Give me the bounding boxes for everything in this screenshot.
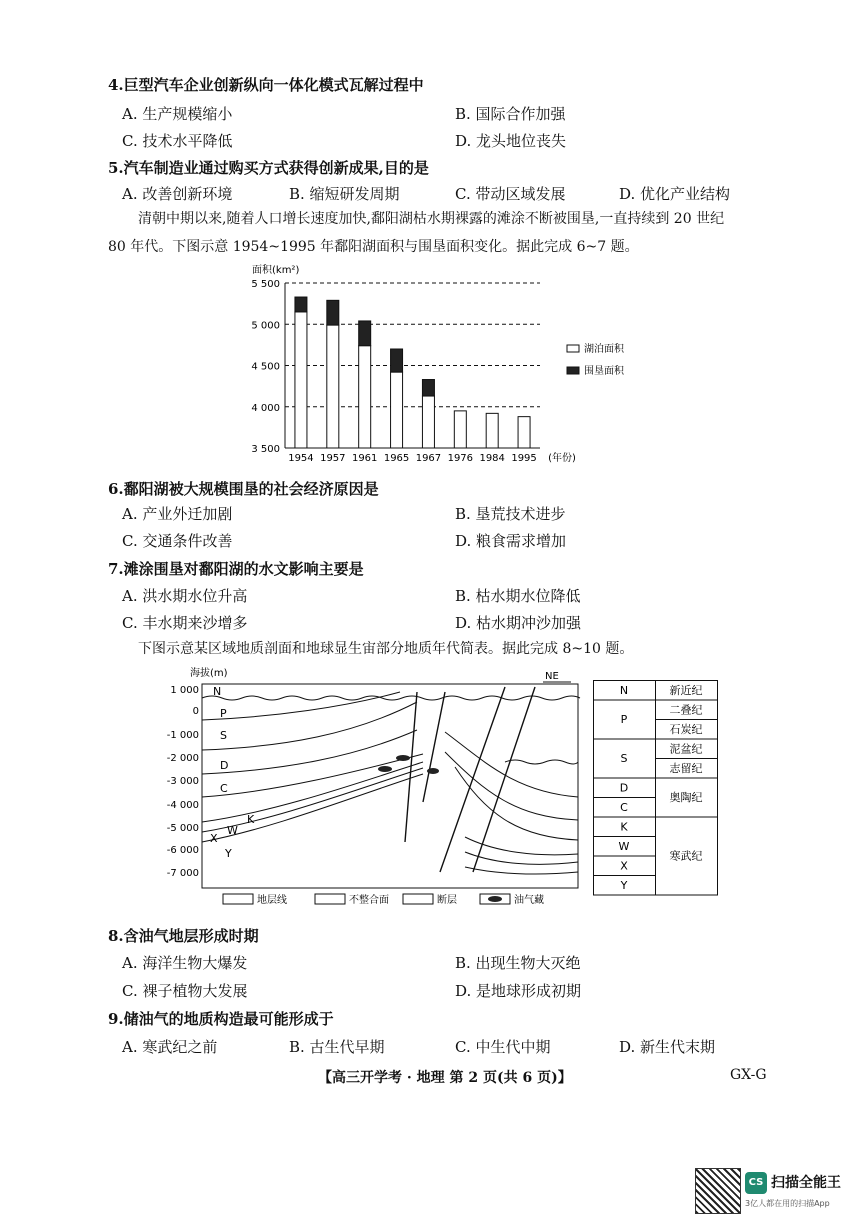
chart-x-axis-label: (年份) xyxy=(548,453,576,464)
chart-x-tick-label: 1961 xyxy=(351,453,378,464)
time-table-code: D xyxy=(619,781,629,795)
geologic-time-table xyxy=(593,680,718,898)
time-table-code: K xyxy=(620,820,628,834)
q8-option-a: A. 海洋生物大爆发 xyxy=(122,954,248,972)
question-9: 9.储油气的地质构造最可能形成于 xyxy=(108,1010,334,1028)
chart-y-axis-label: 面积(km²) xyxy=(252,265,300,276)
section-tick: 1 000 xyxy=(170,685,199,696)
q6-option-c: C. 交通条件改善 xyxy=(122,532,233,550)
bar-lake-area-1957 xyxy=(327,325,339,448)
legend-label: 不整合面 xyxy=(349,895,389,906)
question-7-options-2 xyxy=(122,612,802,634)
q8-option-c: C. 裸子植物大发展 xyxy=(122,982,248,1000)
question-4: 4.巨型汽车企业创新纵向一体化模式瓦解过程中 xyxy=(108,76,424,94)
legend-icon-stratum xyxy=(223,894,253,904)
chart-x-tick-label: 1967 xyxy=(415,453,442,464)
time-table-period: 志留纪 xyxy=(669,761,703,775)
intro-paragraph-2: 下图示意某区域地质剖面和地球显生宙部分地质年代简表。据此完成 8~10 题。 xyxy=(138,641,634,657)
time-table-code: P xyxy=(620,713,628,726)
chart-x-tick-label: 1954 xyxy=(288,453,314,464)
q7-option-a: A. 洪水期水位升高 xyxy=(122,587,248,605)
legend-swatch-lake xyxy=(567,345,579,352)
chart-y-tick-label: 4 000 xyxy=(251,402,280,414)
chart-y-tick-label: 5 000 xyxy=(251,320,280,332)
oil-gas-reservoir xyxy=(378,766,392,772)
layer-label: P xyxy=(220,707,227,720)
chart-y-tick-label: 3 500 xyxy=(251,444,280,455)
q7-option-d: D. 枯水期冲沙加强 xyxy=(455,614,582,632)
legend-swatch-reclaim xyxy=(567,367,579,374)
section-tick: 0 xyxy=(192,706,199,717)
question-7-options xyxy=(122,585,802,607)
time-table-period: 二叠纪 xyxy=(669,703,703,717)
legend-icon-unconformity xyxy=(315,894,345,904)
q4-option-b: B. 国际合作加强 xyxy=(455,105,566,123)
legend-icon-fault xyxy=(403,894,433,904)
geologic-cross-section xyxy=(155,662,595,906)
layer-label: Y xyxy=(225,847,232,860)
question-6-options xyxy=(122,503,802,525)
q6-option-a: A. 产业外迁加剧 xyxy=(122,505,233,523)
q9-option-d: D. 新生代末期 xyxy=(619,1038,716,1056)
q6-option-d: D. 粮食需求增加 xyxy=(455,532,567,550)
time-table-period: 奥陶纪 xyxy=(669,791,703,804)
bar-lake-area-1961 xyxy=(359,346,371,448)
q7-option-c: C. 丰水期来沙增多 xyxy=(122,614,248,632)
bar-lake-area-1965 xyxy=(391,372,403,448)
layer-label: W xyxy=(227,824,238,837)
legend-label-lake: 湖泊面积 xyxy=(584,344,624,355)
scanner-watermark xyxy=(695,1168,855,1218)
q8-option-b: B. 出现生物大灭绝 xyxy=(455,954,581,972)
layer-label: C xyxy=(220,782,228,795)
scanner-app-name: 扫描全能王 xyxy=(771,1175,841,1191)
q7-option-b: B. 枯水期水位降低 xyxy=(455,587,581,605)
question-6: 6.鄱阳湖被大规模围垦的社会经济原因是 xyxy=(108,480,379,498)
camscanner-logo: CS xyxy=(745,1172,767,1194)
q4-option-d: D. 龙头地位丧失 xyxy=(455,132,567,150)
time-table-period: 新近纪 xyxy=(669,683,703,697)
oil-gas-reservoir xyxy=(427,768,439,774)
time-table-code: S xyxy=(620,752,628,765)
oil-gas-icon xyxy=(488,896,502,902)
bar-lake-area-1976 xyxy=(454,411,466,448)
time-table-period: 泥盆纪 xyxy=(669,742,703,756)
q9-option-b: B. 古生代早期 xyxy=(289,1038,385,1056)
chart-y-tick-label: 4 500 xyxy=(251,361,280,373)
bar-lake-area-1967 xyxy=(422,396,434,448)
legend-label: 断层 xyxy=(437,895,457,906)
bar-lake-area-1954 xyxy=(295,312,307,448)
question-9-options xyxy=(122,1036,802,1058)
intro-1-line-2: 80 年代。下图示意 1954~1995 年鄱阳湖面积与围垦面积变化。据此完成 6~7 题。 xyxy=(108,239,639,255)
bar-reclaimed-area-1961 xyxy=(359,321,371,346)
chart-x-tick-label: 1995 xyxy=(511,453,537,464)
legend-label: 地层线 xyxy=(257,895,287,906)
q5-option-a: A. 改善创新环境 xyxy=(122,185,233,203)
chart-legend xyxy=(567,342,625,377)
section-legend xyxy=(223,893,544,906)
q5-option-c: C. 带动区域发展 xyxy=(455,185,566,203)
time-table-code: X xyxy=(620,859,628,873)
q9-option-a: A. 寒武纪之前 xyxy=(122,1038,218,1056)
time-table-period: 寒武纪 xyxy=(669,849,703,863)
question-8: 8.含油气地层形成时期 xyxy=(108,927,259,945)
chart-x-tick-label: 1965 xyxy=(383,453,410,464)
bar-lake-area-1995 xyxy=(518,417,530,448)
question-8-options xyxy=(122,952,802,974)
section-y-ticks xyxy=(167,685,199,879)
question-4-options-2 xyxy=(122,130,802,152)
intro-paragraph-1 xyxy=(108,205,788,261)
q5-option-d: D. 优化产业结构 xyxy=(619,185,731,203)
section-tick: -3 000 xyxy=(166,776,199,787)
section-y-axis-label: 海拔(m) xyxy=(190,668,228,679)
section-tick: -2 000 xyxy=(166,753,199,764)
footer-code: GX-G xyxy=(730,1067,767,1083)
chart-x-tick-label: 1976 xyxy=(447,453,474,464)
question-5: 5.汽车制造业通过购买方式获得创新成果,目的是 xyxy=(108,159,429,177)
layer-label: S xyxy=(220,729,227,742)
q4-option-a: A. 生产规模缩小 xyxy=(122,105,233,123)
scanner-slogan: 3亿人都在用的扫描App xyxy=(745,1199,830,1208)
layer-label: X xyxy=(210,832,218,845)
section-tick: -6 000 xyxy=(166,845,199,856)
bar-lake-area-1984 xyxy=(486,413,498,448)
question-7: 7.滩涂围垦对鄱阳湖的水文影响主要是 xyxy=(108,560,364,578)
oil-gas-reservoir xyxy=(396,755,410,761)
legend-label: 油气藏 xyxy=(514,895,544,906)
time-table-code: N xyxy=(619,683,629,697)
q8-option-d: D. 是地球形成初期 xyxy=(455,982,582,1000)
chart-x-tick-label: 1957 xyxy=(320,453,346,464)
q6-option-b: B. 垦荒技术进步 xyxy=(455,505,566,523)
layer-label: K xyxy=(247,813,255,826)
intro-1-line-1: 清朝中期以来,随着人口增长速度加快,鄱阳湖枯水期裸露的滩涂不断被围垦,一直持续到 20 世纪 xyxy=(138,211,725,227)
direction-label: NE xyxy=(545,671,559,682)
section-tick: -5 000 xyxy=(166,823,199,834)
time-table-period: 石炭纪 xyxy=(669,722,703,736)
section-tick: -7 000 xyxy=(166,868,199,879)
qr-code-icon xyxy=(695,1168,741,1214)
chart-y-tick-label: 5 500 xyxy=(251,279,280,290)
bar-reclaimed-area-1967 xyxy=(422,380,434,397)
time-table-code: W xyxy=(618,839,630,853)
question-6-options-2 xyxy=(122,530,802,552)
question-5-options xyxy=(122,183,802,205)
section-tick: -4 000 xyxy=(166,800,199,811)
layer-label: D xyxy=(220,759,229,772)
footer-title: 【高三开学考 · 地理 第 2 页(共 6 页)】 xyxy=(318,1070,572,1086)
q4-option-c: C. 技术水平降低 xyxy=(122,132,233,150)
question-8-options-2 xyxy=(122,980,802,1002)
bar-reclaimed-area-1965 xyxy=(391,349,403,372)
time-table-code: C xyxy=(620,800,628,814)
chart-x-tick-label: 1984 xyxy=(479,453,505,464)
bar-reclaimed-area-1957 xyxy=(327,300,339,325)
legend-label-reclaim: 围垦面积 xyxy=(584,366,624,377)
q5-option-b: B. 缩短研发周期 xyxy=(289,185,400,203)
question-4-options xyxy=(122,103,802,125)
q9-option-c: C. 中生代中期 xyxy=(455,1038,551,1056)
time-table-code: Y xyxy=(620,878,628,892)
section-tick: -1 000 xyxy=(166,730,199,741)
lake-area-chart xyxy=(230,255,624,467)
bar-reclaimed-area-1954 xyxy=(295,297,307,312)
layer-label: N xyxy=(213,685,222,698)
